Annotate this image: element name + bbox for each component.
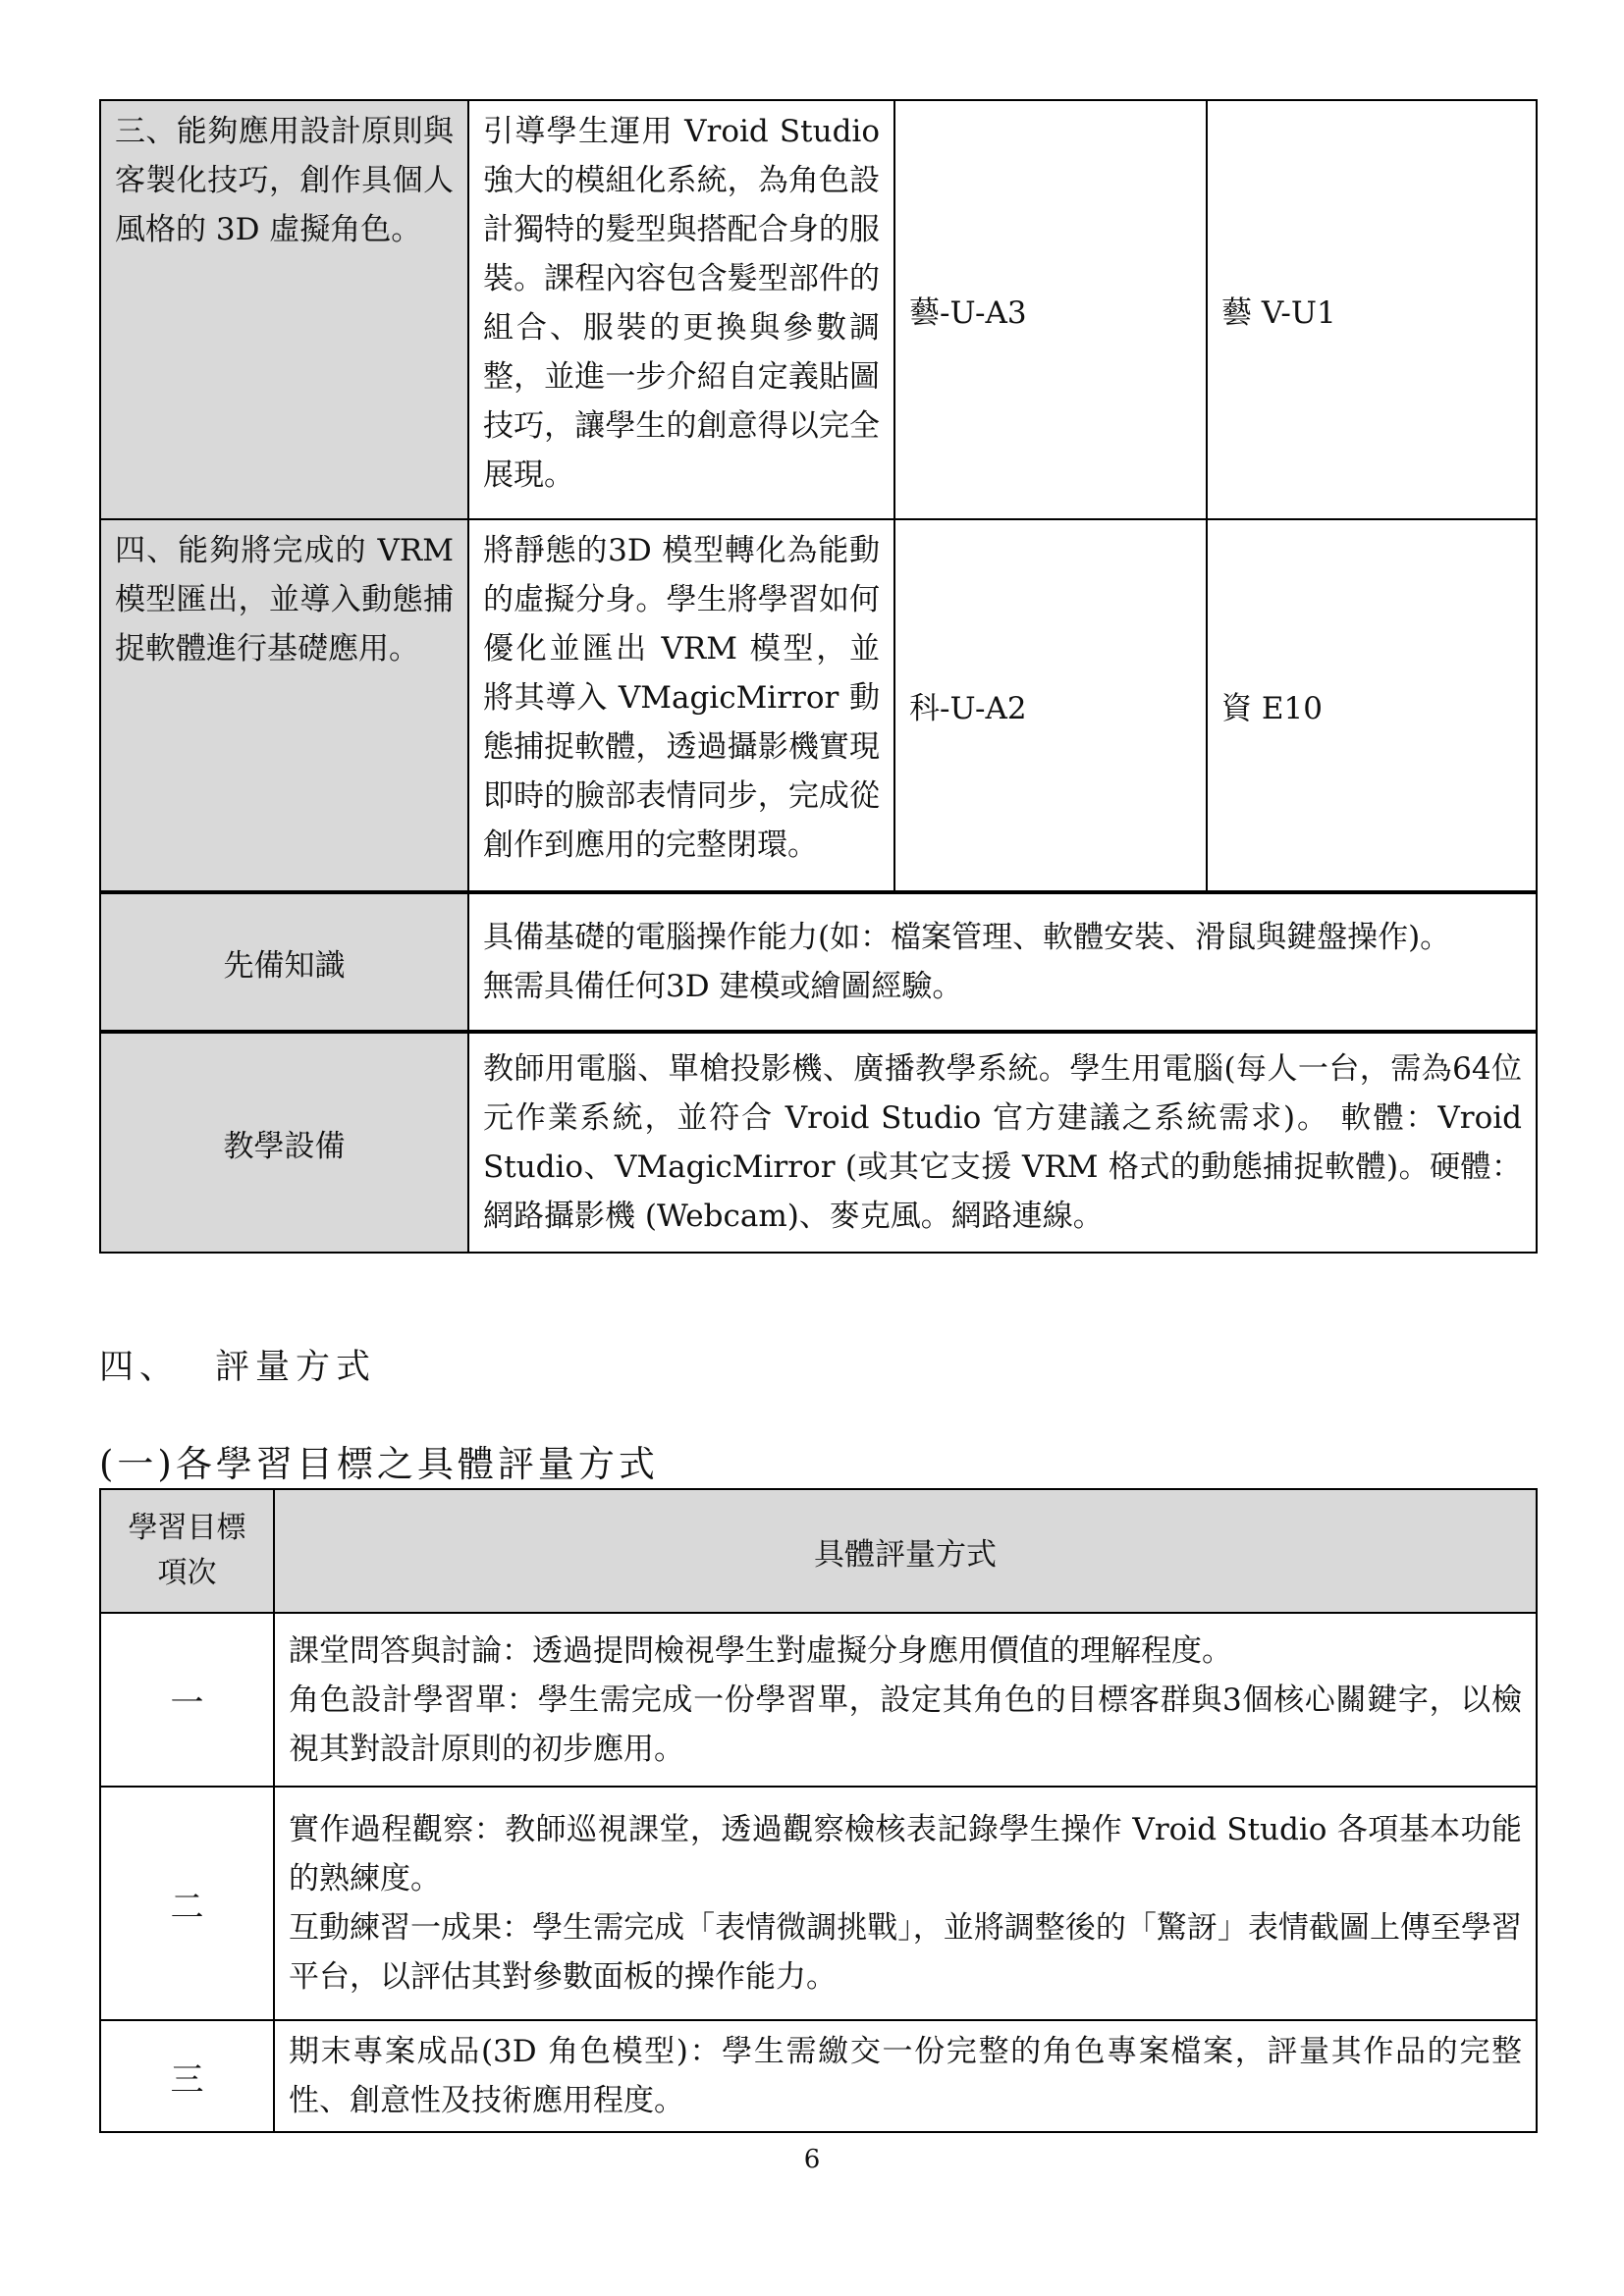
item-number: 一 (100, 1613, 274, 1787)
header-item-number (100, 1489, 274, 1613)
assessment-content (275, 1799, 1536, 2007)
section-title: 評量方式 (215, 1348, 377, 1387)
table-row (100, 1787, 1537, 2020)
assessment-line: 角色設計學習單：學生需完成一份學習單，設定其角色的目標客群與3個核心關鍵字，以檢視其對設計原則的初步應用。 (289, 1682, 1522, 1767)
core-competency-code: 科-U-A2 (909, 691, 1027, 726)
item-number: 三 (100, 2020, 274, 2132)
prerequisite-content (469, 907, 1536, 1017)
objective-cell (100, 519, 468, 892)
core-competency-cell (894, 100, 1207, 519)
prerequisite-label-cell (100, 892, 468, 1032)
learning-performance-code: 資 E10 (1221, 691, 1323, 726)
header-assessment-text: 具體評量方式 (814, 1536, 997, 1573)
equipment-row (100, 1032, 1537, 1253)
objectives-table (99, 99, 1538, 1254)
header-assessment (274, 1489, 1537, 1613)
learning-performance-cell (1207, 519, 1537, 892)
objective-text: 三、能夠應用設計原則與客製化技巧，創作具個人風格的 3D 虛擬角色。 (115, 114, 454, 247)
core-competency-cell (894, 519, 1207, 892)
table-row (100, 519, 1537, 892)
item-number: 二 (100, 1787, 274, 2020)
equipment-label-cell (100, 1032, 468, 1253)
content-text: 將靜態的3D 模型轉化為能動的虛擬分身。學生將學習如何優化並匯出 VRM 模型，並將其導入 VMagicMirror 動態捕捉軟體，透過攝影機實現即時的臉部表情同步，完成從創作到應用的完整閉環。 (483, 533, 880, 863)
prerequisite-line-1: 具備基礎的電腦操作能力(如：檔案管理、軟體安裝、滑鼠與鍵盤操作)。 (483, 920, 1451, 955)
section-number: 四、 (99, 1348, 181, 1387)
assessment-line: 期末專案成品(3D 角色模型)：學生需繳交一份完整的角色專案檔案，評量其作品的完整性、創意性及技術應用程度。 (289, 2034, 1522, 2118)
equipment-content-cell (468, 1032, 1537, 1253)
content-text: 引導學生運用 Vroid Studio 強大的模組化系統，為角色設計獨特的髮型與搭配合身的服裝。課程內容包含髮型部件的組合、服裝的更換與參數調整，並進一步介紹自定義貼圖技巧，讓學生的創意得以完全展現。 (483, 114, 880, 493)
assessment-cell (274, 1613, 1537, 1787)
equipment-label: 教學設備 (223, 1128, 346, 1164)
assessment-cell (274, 2020, 1537, 2132)
core-competency-code: 藝-U-A3 (909, 295, 1027, 331)
assessment-line: 實作過程觀察：教師巡視課堂，透過觀察檢核表記錄學生操作 Vroid Studio 各項基本功能的熟練度。 (289, 1812, 1522, 1896)
header-item-line-2: 項次 (157, 1556, 217, 1590)
assessment-content (275, 1621, 1536, 1780)
subsection-heading: (一)各學習目標之具體評量方式 (99, 1443, 659, 1485)
table-row (100, 1613, 1537, 1787)
content-cell (468, 100, 894, 519)
assessment-line: 課堂問答與討論：透過提問檢視學生對虛擬分身應用價值的理解程度。 (289, 1632, 1232, 1669)
prerequisite-label: 先備知識 (223, 947, 346, 984)
objective-text: 四、能夠將完成的 VRM 模型匯出，並導入動態捕捉軟體進行基礎應用。 (115, 533, 454, 667)
prerequisite-content-cell (468, 892, 1537, 1032)
table-header-row (100, 1489, 1537, 1613)
prerequisite-row (100, 892, 1537, 1032)
page-number: 6 (803, 2145, 821, 2174)
assessment-cell (274, 1787, 1537, 2020)
prerequisite-line-2: 無需具備任何3D 建模或繪圖經驗。 (483, 969, 963, 1004)
assessment-content (275, 2021, 1536, 2131)
assessment-table (99, 1488, 1538, 2133)
learning-performance-code: 藝 V-U1 (1221, 295, 1336, 331)
learning-performance-cell (1207, 100, 1537, 519)
content-cell (468, 519, 894, 892)
table-row (100, 2020, 1537, 2132)
table-row (100, 100, 1537, 519)
objective-cell (100, 100, 468, 519)
assessment-line: 互動練習一成果：學生需完成「表情微調挑戰」，並將調整後的「驚訝」表情截圖上傳至學習平台，以評估其對參數面板的操作能力。 (289, 1910, 1522, 1995)
header-item-line-1: 學習目標 (128, 1511, 246, 1545)
equipment-text: 教師用電腦、單槍投影機、廣播教學系統。學生用電腦(每人一台，需為64位元作業系統，並符合 Vroid Studio 官方建議之系統需求)。 軟體：Vroid Studio、VMagicMirror (或其它支援 VRM 格式的動態捕捉軟體)。硬體：網路攝影機 (Webcam)、麥克風。網路連線。 (483, 1051, 1522, 1234)
section-heading (99, 1340, 376, 1389)
